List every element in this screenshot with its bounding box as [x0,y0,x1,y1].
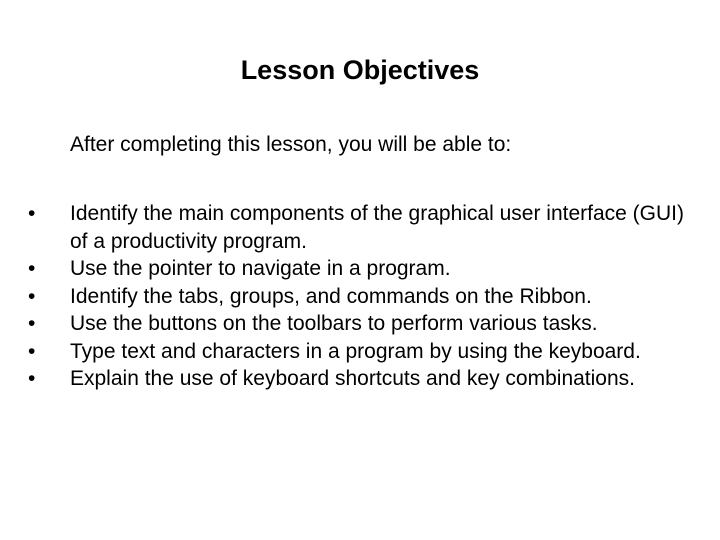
objective-item [28,310,700,338]
bullet-icon: • [28,284,36,308]
objective-text: Use the pointer to navigate in a program. [70,257,451,280]
objective-text: Identify the main components of the graphical user interface (GUI) of a productivity program. [70,202,684,253]
objective-item [28,365,700,393]
bullet-icon: • [28,202,36,225]
objective-text: Explain the use of keyboard shortcuts and key combinations. [70,367,635,390]
objective-item [28,255,700,283]
objective-text: Identify the tabs, groups, and commands on the Ribbon. [70,284,592,308]
bullet-icon: • [28,257,36,280]
objective-item [28,338,700,366]
objective-text: Type text and characters in a program by using the keyboard. [70,339,641,363]
bullet-icon: • [28,367,36,390]
bullet-icon: • [28,339,36,363]
intro-text: After completing this lesson, you will be able to: [70,133,512,156]
objective-item [28,283,700,311]
bullet-icon: • [28,312,36,335]
objective-item [28,200,700,255]
slide-title: Lesson Objectives [240,55,480,85]
objective-text: Use the buttons on the toolbars to perform various tasks. [70,312,598,335]
objectives-list [28,200,700,393]
